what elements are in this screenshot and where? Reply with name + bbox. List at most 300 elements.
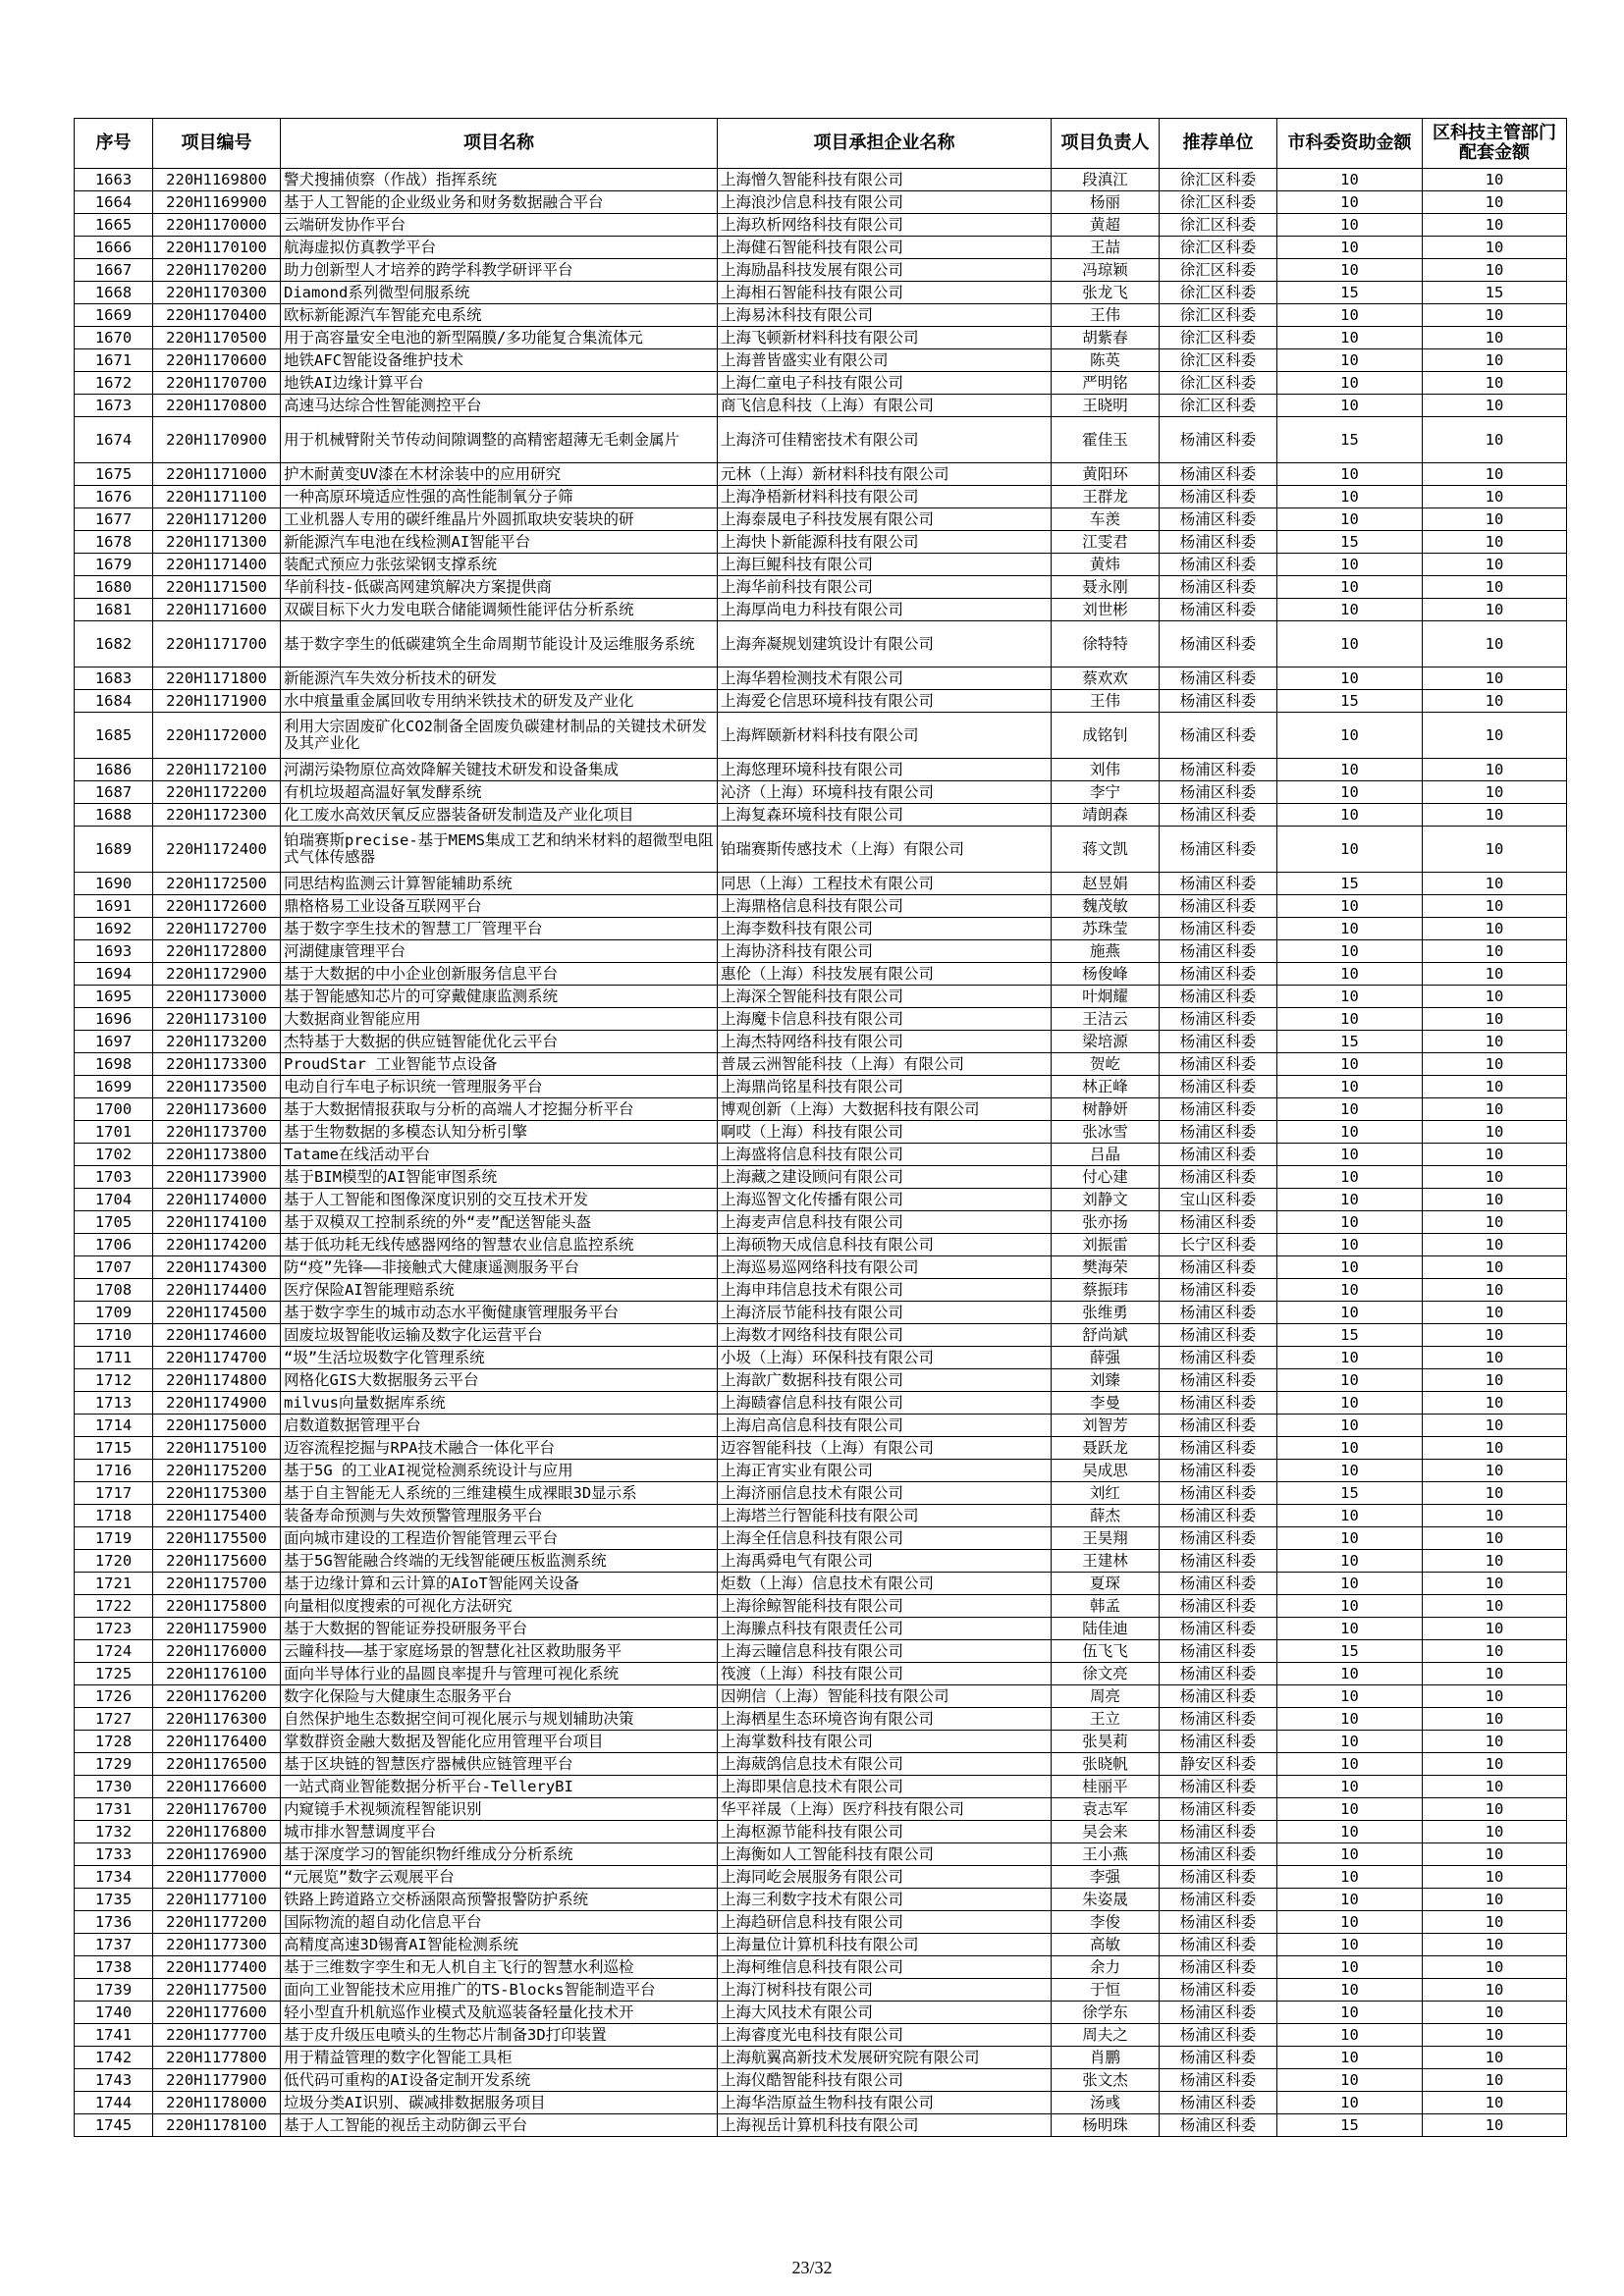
- table-row: [75, 1482, 1567, 1505]
- cell-city-funding: 10: [1277, 1685, 1423, 1708]
- cell-project-name: 云端研发协作平台: [281, 214, 718, 237]
- cell-recommender: 杨浦区科委: [1160, 1866, 1277, 1889]
- cell-city-funding: 10: [1277, 1347, 1423, 1369]
- cell-city-funding: 10: [1277, 986, 1423, 1008]
- cell-project-name: ProudStar 工业智能节点设备: [281, 1053, 718, 1076]
- table-row: [75, 327, 1567, 349]
- cell-project-code: 220H1175200: [153, 1460, 281, 1482]
- cell-company: 上海汀树科技有限公司: [718, 1979, 1052, 2002]
- cell-project-code: 220H1176400: [153, 1731, 281, 1753]
- cell-project-name: 低代码可重构的AI设备定制开发系统: [281, 2069, 718, 2092]
- cell-district-funding: 10: [1423, 1482, 1567, 1505]
- cell-district-funding: 10: [1423, 1889, 1567, 1911]
- cell-seq: 1683: [75, 667, 153, 690]
- cell-project-code: 220H1177000: [153, 1866, 281, 1889]
- cell-leader: 王小燕: [1052, 1843, 1160, 1866]
- cell-project-code: 220H1171700: [153, 621, 281, 667]
- cell-project-code: 220H1177300: [153, 1934, 281, 1956]
- cell-project-code: 220H1171400: [153, 554, 281, 576]
- table-row: [75, 1324, 1567, 1347]
- table-row: [75, 827, 1567, 873]
- cell-seq: 1696: [75, 1008, 153, 1031]
- cell-recommender: 杨浦区科委: [1160, 1098, 1277, 1121]
- table-row: [75, 804, 1567, 827]
- cell-seq: 1716: [75, 1460, 153, 1482]
- table-row: [75, 1166, 1567, 1189]
- cell-leader: 周夫之: [1052, 2024, 1160, 2047]
- cell-seq: 1718: [75, 1505, 153, 1527]
- cell-project-name: 一种高原环境适应性强的高性能制氧分子筛: [281, 486, 718, 508]
- cell-recommender: 杨浦区科委: [1160, 2114, 1277, 2137]
- cell-project-name: 助力创新型人才培养的跨学科教学研评平台: [281, 259, 718, 282]
- cell-project-name: 掌数群资金融大数据及智能化应用管理平台项目: [281, 1731, 718, 1753]
- cell-recommender: 杨浦区科委: [1160, 1460, 1277, 1482]
- cell-seq: 1693: [75, 940, 153, 963]
- cell-project-code: 220H1173600: [153, 1098, 281, 1121]
- cell-project-code: 220H1172900: [153, 963, 281, 986]
- cell-city-funding: 10: [1277, 804, 1423, 827]
- cell-project-name: 启数道数据管理平台: [281, 1415, 718, 1437]
- cell-project-code: 220H1176200: [153, 1685, 281, 1708]
- table-row: [75, 463, 1567, 486]
- cell-district-funding: 10: [1423, 395, 1567, 417]
- cell-district-funding: 10: [1423, 1527, 1567, 1550]
- cell-project-name: 基于大数据的智能证券投研服务平台: [281, 1618, 718, 1640]
- cell-city-funding: 10: [1277, 599, 1423, 621]
- cell-project-name: 基于5G 的工业AI视觉检测系统设计与应用: [281, 1460, 718, 1482]
- cell-seq: 1714: [75, 1415, 153, 1437]
- table-row: [75, 1053, 1567, 1076]
- cell-city-funding: 10: [1277, 759, 1423, 781]
- cell-city-funding: 10: [1277, 667, 1423, 690]
- cell-project-code: 220H1178000: [153, 2092, 281, 2114]
- cell-recommender: 杨浦区科委: [1160, 759, 1277, 781]
- cell-project-code: 220H1172600: [153, 895, 281, 918]
- cell-project-name: 自然保护地生态数据空间可视化展示与规划辅助决策: [281, 1708, 718, 1731]
- cell-recommender: 杨浦区科委: [1160, 667, 1277, 690]
- table-row: [75, 1889, 1567, 1911]
- cell-leader: 付心建: [1052, 1166, 1160, 1189]
- cell-district-funding: 10: [1423, 2069, 1567, 2092]
- cell-company: 上海縢点科技有限责任公司: [718, 1618, 1052, 1640]
- cell-recommender: 杨浦区科委: [1160, 1053, 1277, 1076]
- cell-leader: 舒尚斌: [1052, 1324, 1160, 1347]
- table-row: [75, 1234, 1567, 1256]
- cell-recommender: 杨浦区科委: [1160, 1776, 1277, 1798]
- cell-city-funding: 10: [1277, 1731, 1423, 1753]
- cell-leader: 刘静文: [1052, 1189, 1160, 1211]
- col-header-city-funding: 市科委资助金额: [1277, 119, 1423, 169]
- cell-project-code: 220H1177100: [153, 1889, 281, 1911]
- cell-company: 上海华浩原益生物科技有限公司: [718, 2092, 1052, 2114]
- cell-project-code: 220H1174700: [153, 1347, 281, 1369]
- cell-city-funding: 10: [1277, 1618, 1423, 1640]
- cell-project-name: 双碳目标下火力发电联合储能调频性能评估分析系统: [281, 599, 718, 621]
- cell-company: 上海数才网络科技有限公司: [718, 1324, 1052, 1347]
- cell-project-name: 高速马达综合性智能测控平台: [281, 395, 718, 417]
- cell-project-name: 地铁AFC智能设备维护技术: [281, 349, 718, 372]
- cell-leader: 冯琼颖: [1052, 259, 1160, 282]
- table-row: [75, 2114, 1567, 2137]
- cell-company: 华平祥晟（上海）医疗科技有限公司: [718, 1798, 1052, 1821]
- cell-project-name: 国际物流的超自动化信息平台: [281, 1911, 718, 1934]
- table-row: [75, 2069, 1567, 2092]
- cell-leader: 李俊: [1052, 1911, 1160, 1934]
- cell-project-name: Diamond系列微型伺服系统: [281, 282, 718, 304]
- cell-project-code: 220H1174200: [153, 1234, 281, 1256]
- table-row: [75, 1369, 1567, 1392]
- cell-district-funding: 15: [1423, 282, 1567, 304]
- cell-city-funding: 10: [1277, 1392, 1423, 1415]
- cell-project-name: 面向半导体行业的晶圆良率提升与管理可视化系统: [281, 1663, 718, 1685]
- cell-city-funding: 10: [1277, 1211, 1423, 1234]
- cell-company: 上海巨鲲科技有限公司: [718, 554, 1052, 576]
- cell-project-code: 220H1173700: [153, 1121, 281, 1144]
- cell-leader: 梁培源: [1052, 1031, 1160, 1053]
- cell-seq: 1740: [75, 2002, 153, 2024]
- cell-recommender: 杨浦区科委: [1160, 827, 1277, 873]
- cell-leader: 夏琛: [1052, 1573, 1160, 1595]
- cell-seq: 1702: [75, 1144, 153, 1166]
- cell-district-funding: 10: [1423, 169, 1567, 191]
- cell-project-name: “圾”生活垃圾数字化管理系统: [281, 1347, 718, 1369]
- table-row: [75, 169, 1567, 191]
- cell-recommender: 杨浦区科委: [1160, 1415, 1277, 1437]
- table-row: [75, 1098, 1567, 1121]
- cell-project-name: 基于数字孪生技术的智慧工厂管理平台: [281, 918, 718, 940]
- cell-project-name: 基于三维数字孪生和无人机自主飞行的智慧水利巡检: [281, 1956, 718, 1979]
- cell-project-code: 220H1171200: [153, 508, 281, 531]
- table-row: [75, 1550, 1567, 1573]
- cell-leader: 刘世彬: [1052, 599, 1160, 621]
- cell-project-code: 220H1171900: [153, 690, 281, 713]
- cell-seq: 1673: [75, 395, 153, 417]
- cell-project-code: 220H1175600: [153, 1550, 281, 1573]
- cell-seq: 1695: [75, 986, 153, 1008]
- table-row: [75, 963, 1567, 986]
- cell-district-funding: 10: [1423, 1934, 1567, 1956]
- cell-seq: 1744: [75, 2092, 153, 2114]
- cell-recommender: 杨浦区科委: [1160, 576, 1277, 599]
- cell-district-funding: 10: [1423, 1189, 1567, 1211]
- cell-city-funding: 10: [1277, 1121, 1423, 1144]
- cell-project-name: 水中痕量重金属回收专用纳米铁技术的研发及产业化: [281, 690, 718, 713]
- cell-recommender: 杨浦区科委: [1160, 1256, 1277, 1279]
- cell-leader: 桂丽平: [1052, 1776, 1160, 1798]
- cell-project-code: 220H1171000: [153, 463, 281, 486]
- cell-city-funding: 10: [1277, 1798, 1423, 1821]
- cell-project-name: 河湖污染物原位高效降解关键技术研发和设备集成: [281, 759, 718, 781]
- cell-company: 上海云瞳信息科技有限公司: [718, 1640, 1052, 1663]
- cell-project-name: 面向工业智能技术应用推广的TS-Blocks智能制造平台: [281, 1979, 718, 2002]
- cell-district-funding: 10: [1423, 1685, 1567, 1708]
- cell-leader: 王伟: [1052, 690, 1160, 713]
- cell-seq: 1703: [75, 1166, 153, 1189]
- table-row: [75, 417, 1567, 463]
- cell-project-code: 220H1175800: [153, 1595, 281, 1618]
- cell-company: 上海启高信息科技有限公司: [718, 1415, 1052, 1437]
- cell-seq: 1711: [75, 1347, 153, 1369]
- cell-city-funding: 10: [1277, 349, 1423, 372]
- cell-project-code: 220H1172200: [153, 781, 281, 804]
- cell-company: 上海柯维信息科技有限公司: [718, 1956, 1052, 1979]
- cell-leader: 严明铭: [1052, 372, 1160, 395]
- cell-district-funding: 10: [1423, 508, 1567, 531]
- cell-district-funding: 10: [1423, 1618, 1567, 1640]
- cell-seq: 1704: [75, 1189, 153, 1211]
- cell-district-funding: 10: [1423, 1573, 1567, 1595]
- table-row: [75, 1595, 1567, 1618]
- cell-recommender: 杨浦区科委: [1160, 621, 1277, 667]
- cell-recommender: 杨浦区科委: [1160, 1979, 1277, 2002]
- cell-company: 上海济丽信息技术有限公司: [718, 1482, 1052, 1505]
- cell-recommender: 杨浦区科委: [1160, 781, 1277, 804]
- table-row: [75, 599, 1567, 621]
- cell-company: 上海飞顿新材料科技有限公司: [718, 327, 1052, 349]
- cell-city-funding: 10: [1277, 1776, 1423, 1798]
- cell-leader: 树静妍: [1052, 1098, 1160, 1121]
- cell-leader: 张冰雪: [1052, 1121, 1160, 1144]
- col-header-seq: 序号: [75, 119, 153, 169]
- cell-city-funding: 10: [1277, 1753, 1423, 1776]
- table-row: [75, 1663, 1567, 1685]
- cell-leader: 蒋文凯: [1052, 827, 1160, 873]
- table-row: [75, 1979, 1567, 2002]
- cell-project-name: 迈容流程挖掘与RPA技术融合一体化平台: [281, 1437, 718, 1460]
- cell-seq: 1743: [75, 2069, 153, 2092]
- cell-leader: 伍飞飞: [1052, 1640, 1160, 1663]
- cell-city-funding: 10: [1277, 1866, 1423, 1889]
- cell-seq: 1676: [75, 486, 153, 508]
- cell-project-code: 220H1174500: [153, 1302, 281, 1324]
- cell-city-funding: 10: [1277, 1505, 1423, 1527]
- cell-project-code: 220H1174000: [153, 1189, 281, 1211]
- cell-recommender: 杨浦区科委: [1160, 1144, 1277, 1166]
- cell-project-code: 220H1171800: [153, 667, 281, 690]
- cell-project-code: 220H1172500: [153, 873, 281, 895]
- cell-company: 上海协济科技有限公司: [718, 940, 1052, 963]
- cell-city-funding: 10: [1277, 2002, 1423, 2024]
- cell-seq: 1680: [75, 576, 153, 599]
- cell-project-name: 地铁AI边缘计算平台: [281, 372, 718, 395]
- table-row: [75, 1144, 1567, 1166]
- cell-seq: 1691: [75, 895, 153, 918]
- cell-company: 因朔信（上海）智能科技有限公司: [718, 1685, 1052, 1708]
- cell-district-funding: 10: [1423, 554, 1567, 576]
- cell-project-name: 化工废水高效厌氧反应器装备研发制造及产业化项目: [281, 804, 718, 827]
- cell-district-funding: 10: [1423, 781, 1567, 804]
- cell-company: 上海歆广数据科技有限公司: [718, 1369, 1052, 1392]
- cell-seq: 1706: [75, 1234, 153, 1256]
- cell-city-funding: 10: [1277, 463, 1423, 486]
- cell-project-code: 220H1173900: [153, 1166, 281, 1189]
- cell-seq: 1701: [75, 1121, 153, 1144]
- cell-company: 上海普皆盛实业有限公司: [718, 349, 1052, 372]
- table-row: [75, 2024, 1567, 2047]
- cell-district-funding: 10: [1423, 1302, 1567, 1324]
- cell-company: 上海塔兰行智能科技有限公司: [718, 1505, 1052, 1527]
- cell-seq: 1674: [75, 417, 153, 463]
- cell-leader: 张昊莉: [1052, 1731, 1160, 1753]
- cell-district-funding: 10: [1423, 1279, 1567, 1302]
- cell-recommender: 杨浦区科委: [1160, 1505, 1277, 1527]
- cell-leader: 李宁: [1052, 781, 1160, 804]
- cell-seq: 1687: [75, 781, 153, 804]
- cell-leader: 刘臻: [1052, 1369, 1160, 1392]
- cell-project-name: 基于人工智能和图像深度识别的交互技术开发: [281, 1189, 718, 1211]
- cell-recommender: 杨浦区科委: [1160, 1324, 1277, 1347]
- cell-company: 惠伦（上海）科技发展有限公司: [718, 963, 1052, 986]
- cell-leader: 刘振雷: [1052, 1234, 1160, 1256]
- cell-project-code: 220H1177600: [153, 2002, 281, 2024]
- cell-city-funding: 10: [1277, 827, 1423, 873]
- cell-city-funding: 10: [1277, 963, 1423, 986]
- cell-seq: 1666: [75, 237, 153, 259]
- cell-district-funding: 10: [1423, 1256, 1567, 1279]
- table-row: [75, 1911, 1567, 1934]
- cell-project-name: 基于深度学习的智能织物纤维成分分析系统: [281, 1843, 718, 1866]
- cell-seq: 1665: [75, 214, 153, 237]
- cell-company: 上海鼎尚铭星科技有限公司: [718, 1076, 1052, 1098]
- cell-company: 炬数（上海）信息技术有限公司: [718, 1573, 1052, 1595]
- cell-project-name: milvus向量数据库系统: [281, 1392, 718, 1415]
- project-table: [74, 118, 1567, 2137]
- cell-city-funding: 10: [1277, 1956, 1423, 1979]
- cell-city-funding: 10: [1277, 1189, 1423, 1211]
- cell-city-funding: 10: [1277, 940, 1423, 963]
- table-row: [75, 1843, 1567, 1866]
- cell-project-code: 220H1169800: [153, 169, 281, 191]
- cell-seq: 1741: [75, 2024, 153, 2047]
- cell-seq: 1678: [75, 531, 153, 554]
- cell-company: 上海相石智能科技有限公司: [718, 282, 1052, 304]
- cell-leader: 杨明珠: [1052, 2114, 1160, 2137]
- cell-district-funding: 10: [1423, 1098, 1567, 1121]
- cell-district-funding: 10: [1423, 576, 1567, 599]
- cell-seq: 1663: [75, 169, 153, 191]
- table-row: [75, 1708, 1567, 1731]
- cell-company: 上海三利数字技术有限公司: [718, 1889, 1052, 1911]
- cell-company: 上海葳鸽信息技术有限公司: [718, 1753, 1052, 1776]
- cell-project-code: 220H1177400: [153, 1956, 281, 1979]
- cell-district-funding: 10: [1423, 963, 1567, 986]
- cell-recommender: 宝山区科委: [1160, 1189, 1277, 1211]
- cell-seq: 1728: [75, 1731, 153, 1753]
- cell-recommender: 杨浦区科委: [1160, 599, 1277, 621]
- cell-project-name: 利用大宗固废矿化CO2制备全固废负碳建材制品的关键技术研发及其产业化: [281, 713, 718, 759]
- cell-leader: 贺屹: [1052, 1053, 1160, 1076]
- cell-company: 上海励晶科技发展有限公司: [718, 259, 1052, 282]
- cell-recommender: 杨浦区科委: [1160, 1798, 1277, 1821]
- table-row: [75, 349, 1567, 372]
- cell-company: 筏渡（上海）科技有限公司: [718, 1663, 1052, 1685]
- cell-city-funding: 10: [1277, 918, 1423, 940]
- cell-recommender: 杨浦区科委: [1160, 963, 1277, 986]
- cell-district-funding: 10: [1423, 2002, 1567, 2024]
- cell-recommender: 杨浦区科委: [1160, 508, 1277, 531]
- cell-district-funding: 10: [1423, 327, 1567, 349]
- cell-leader: 刘伟: [1052, 759, 1160, 781]
- cell-recommender: 静安区科委: [1160, 1753, 1277, 1776]
- cell-company: 上海全任信息科技有限公司: [718, 1527, 1052, 1550]
- cell-project-code: 220H1170500: [153, 327, 281, 349]
- cell-city-funding: 10: [1277, 576, 1423, 599]
- cell-project-name: 装备寿命预测与失效预警管理服务平台: [281, 1505, 718, 1527]
- cell-company: 上海净梧新材料科技有限公司: [718, 486, 1052, 508]
- table-row: [75, 1731, 1567, 1753]
- cell-company: 同思（上海）工程技术有限公司: [718, 873, 1052, 895]
- cell-seq: 1720: [75, 1550, 153, 1573]
- table-row: [75, 1211, 1567, 1234]
- cell-project-name: 基于智能感知芯片的可穿戴健康监测系统: [281, 986, 718, 1008]
- page-number: 23/32: [791, 2258, 833, 2277]
- cell-city-funding: 10: [1277, 1437, 1423, 1460]
- cell-project-name: 内窥镜手术视频流程智能识别: [281, 1798, 718, 1821]
- cell-seq: 1690: [75, 873, 153, 895]
- cell-project-code: 220H1170300: [153, 282, 281, 304]
- cell-recommender: 杨浦区科委: [1160, 1482, 1277, 1505]
- cell-recommender: 杨浦区科委: [1160, 1527, 1277, 1550]
- cell-recommender: 杨浦区科委: [1160, 1166, 1277, 1189]
- cell-seq: 1668: [75, 282, 153, 304]
- cell-project-name: 基于BIM模型的AI智能审图系统: [281, 1166, 718, 1189]
- cell-city-funding: 15: [1277, 1031, 1423, 1053]
- cell-city-funding: 15: [1277, 1482, 1423, 1505]
- cell-company: 啊哎（上海）科技有限公司: [718, 1121, 1052, 1144]
- cell-seq: 1681: [75, 599, 153, 621]
- cell-project-name: 一站式商业智能数据分析平台-TelleryBI: [281, 1776, 718, 1798]
- cell-project-code: 220H1173100: [153, 1008, 281, 1031]
- cell-project-name: 铂瑞赛斯precise-基于MEMS集成工艺和纳米材料的超微型电阻式气体传感器: [281, 827, 718, 873]
- cell-company: 上海趋研信息科技有限公司: [718, 1911, 1052, 1934]
- cell-city-funding: 15: [1277, 690, 1423, 713]
- cell-city-funding: 15: [1277, 2114, 1423, 2137]
- col-header-leader: 项目负责人: [1052, 119, 1160, 169]
- cell-seq: 1708: [75, 1279, 153, 1302]
- cell-company: 上海浪沙信息科技有限公司: [718, 191, 1052, 214]
- cell-recommender: 长宁区科委: [1160, 1234, 1277, 1256]
- cell-recommender: 徐汇区科委: [1160, 395, 1277, 417]
- cell-project-name: 基于低功耗无线传感器网络的智慧农业信息监控系统: [281, 1234, 718, 1256]
- cell-city-funding: 10: [1277, 2047, 1423, 2069]
- cell-leader: 徐文亮: [1052, 1663, 1160, 1685]
- table-row: [75, 781, 1567, 804]
- cell-project-code: 220H1176700: [153, 1798, 281, 1821]
- cell-project-code: 220H1170000: [153, 214, 281, 237]
- cell-recommender: 杨浦区科委: [1160, 463, 1277, 486]
- cell-seq: 1722: [75, 1595, 153, 1618]
- cell-city-funding: 10: [1277, 895, 1423, 918]
- cell-recommender: 杨浦区科委: [1160, 1934, 1277, 1956]
- cell-district-funding: 10: [1423, 1663, 1567, 1685]
- cell-company: 上海衡如人工智能科技有限公司: [718, 1843, 1052, 1866]
- cell-district-funding: 10: [1423, 417, 1567, 463]
- cell-seq: 1719: [75, 1527, 153, 1550]
- table-row: [75, 1934, 1567, 1956]
- table-body: [75, 169, 1567, 2137]
- cell-seq: 1735: [75, 1889, 153, 1911]
- cell-district-funding: 10: [1423, 463, 1567, 486]
- cell-leader: 王群龙: [1052, 486, 1160, 508]
- cell-city-funding: 10: [1277, 1302, 1423, 1324]
- cell-seq: 1712: [75, 1369, 153, 1392]
- cell-city-funding: 10: [1277, 372, 1423, 395]
- cell-district-funding: 10: [1423, 1505, 1567, 1527]
- cell-district-funding: 10: [1423, 690, 1567, 713]
- cell-company: 上海复森环境科技有限公司: [718, 804, 1052, 827]
- cell-seq: 1675: [75, 463, 153, 486]
- table-row: [75, 1505, 1567, 1527]
